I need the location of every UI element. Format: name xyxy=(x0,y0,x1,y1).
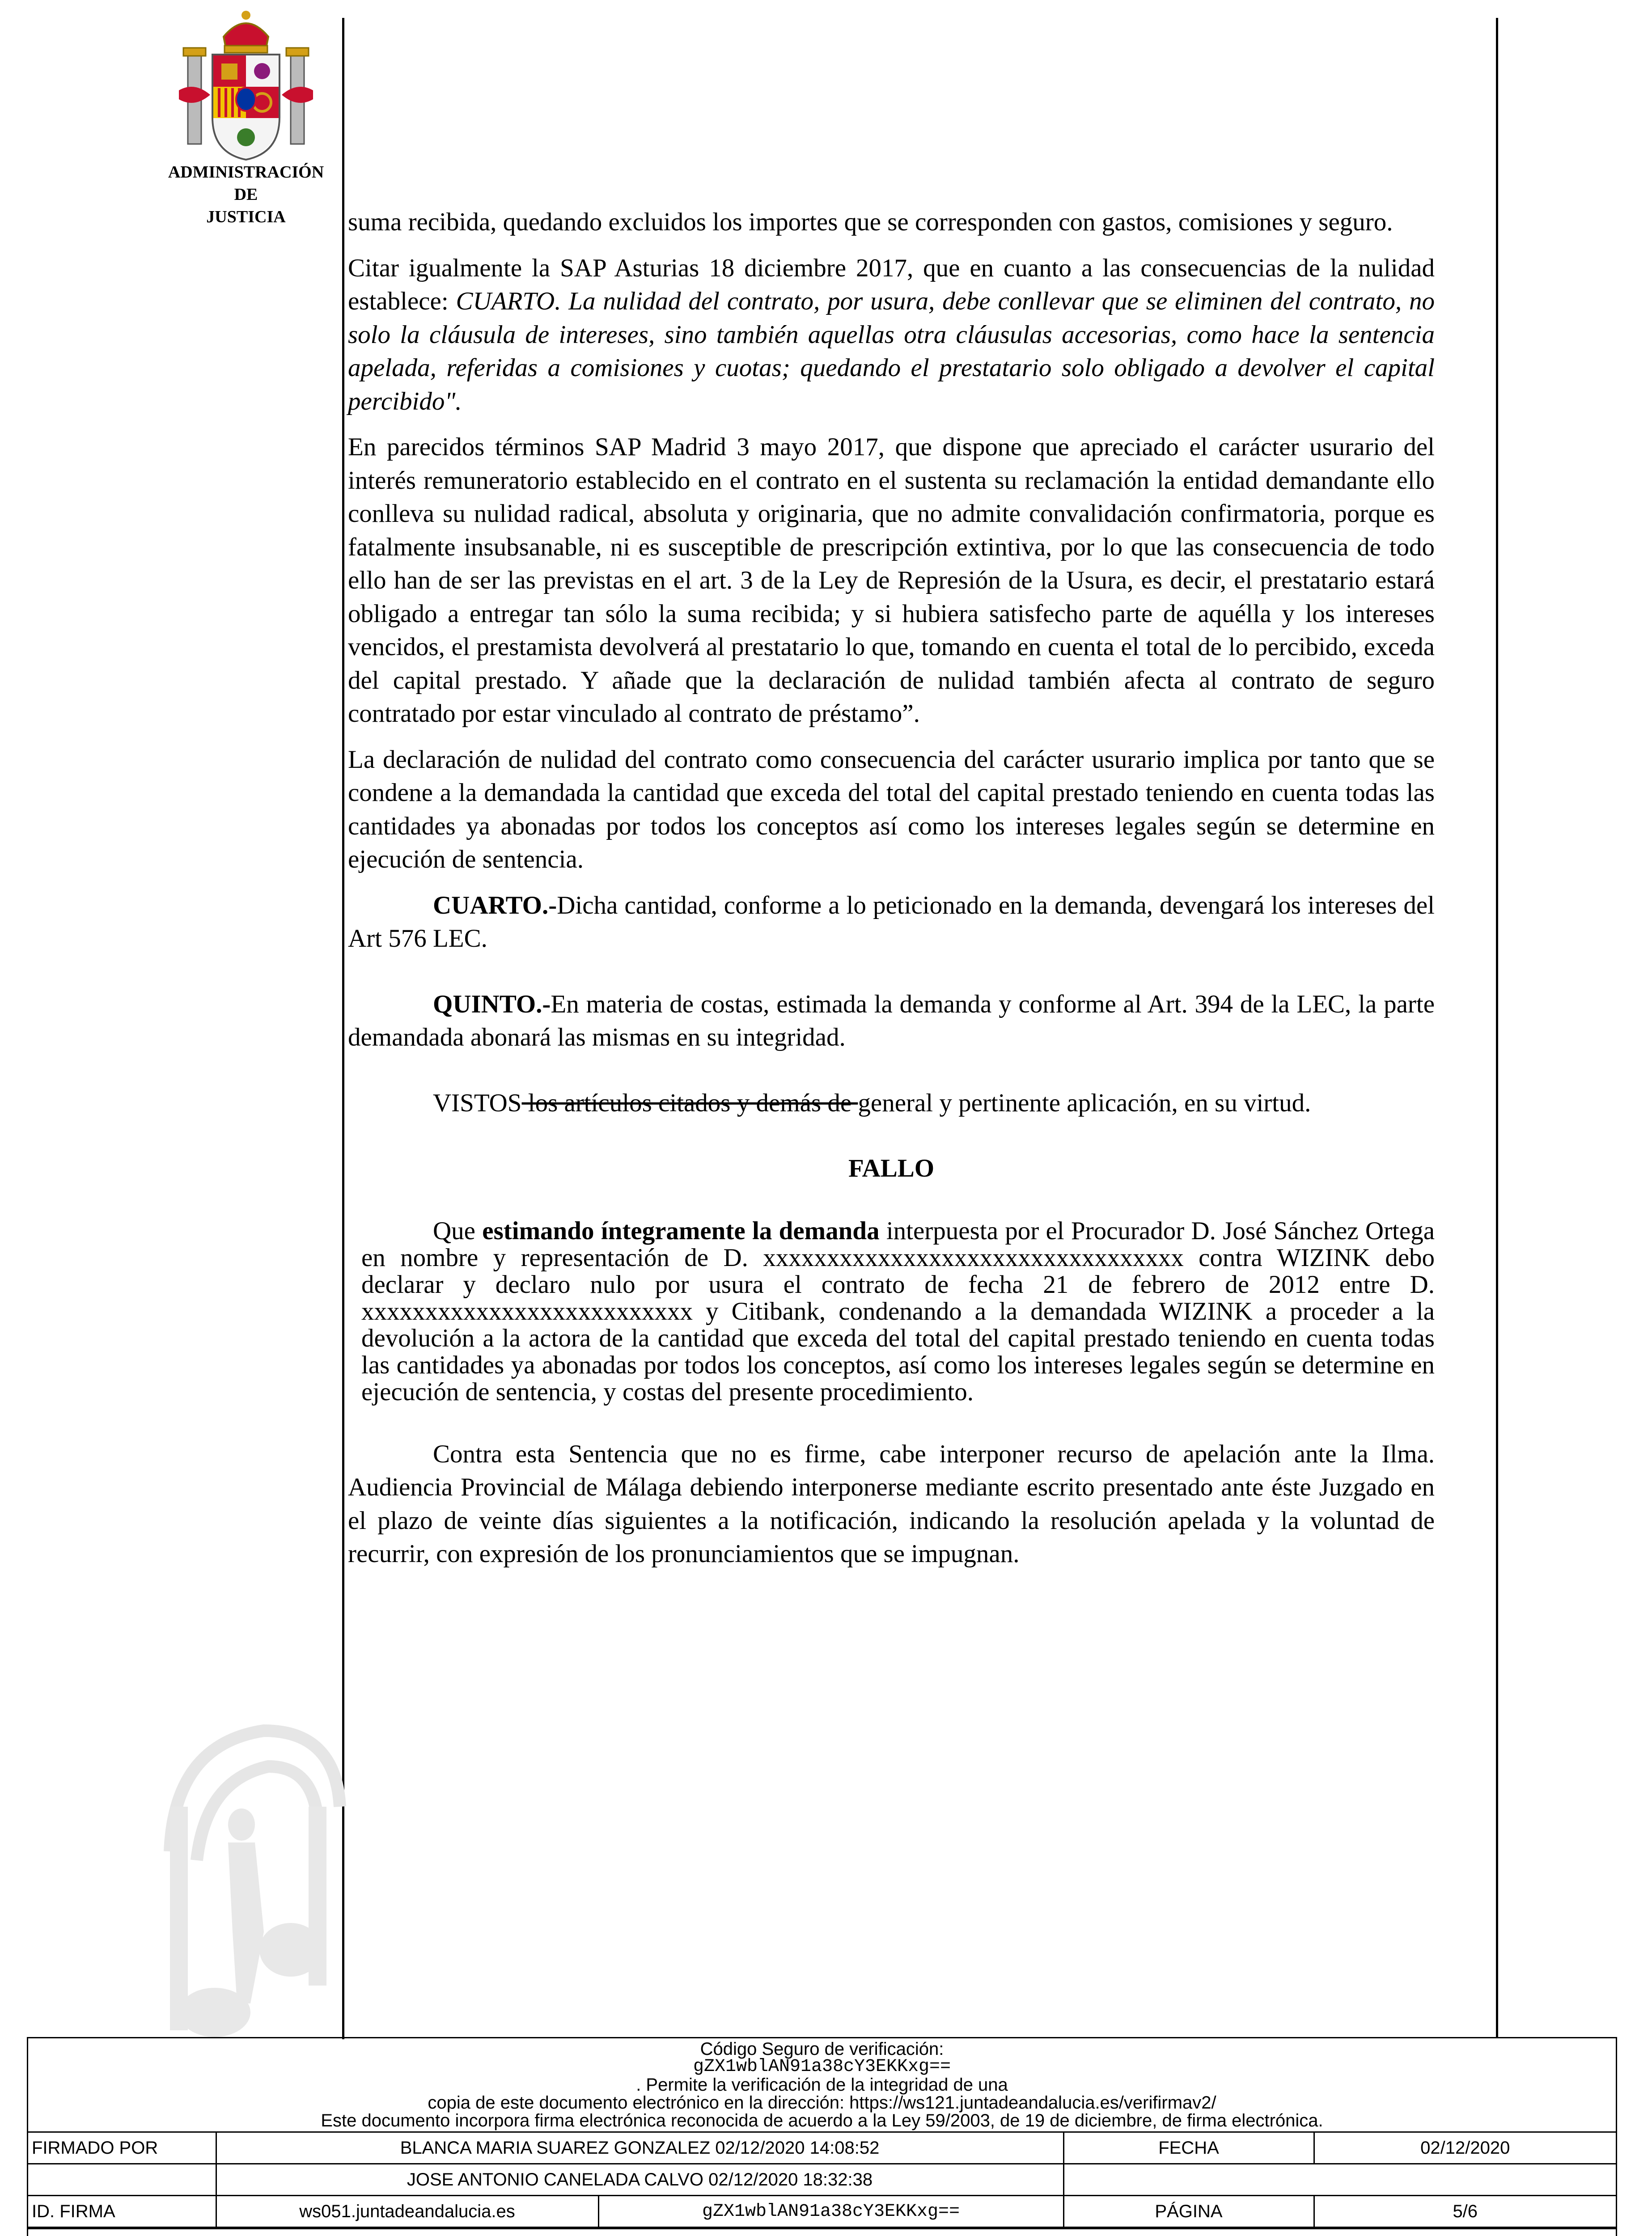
quinto-text: En materia de costas, estimada la demanda y conforme al Art. 394 de la LEC, la parte demandada abonará las mismas en su integridad. xyxy=(348,990,1435,1051)
csv-verification-note xyxy=(28,2038,1616,2133)
fecha-label: FECHA xyxy=(1063,2133,1314,2164)
signer-1: BLANCA MARIA SUAREZ GONZALEZ 02/12/2020 14:08:52 xyxy=(216,2133,1063,2164)
admin-line1: ADMINISTRACIÓN xyxy=(168,163,324,182)
paragraph-2-text: Citar igualmente la SAP Asturias 18 diciembre 2017, que en cuanto a las consecuencias de la nulidad establece: xyxy=(348,254,1435,315)
page-right-rule xyxy=(1496,18,1498,2037)
vistos-word: VISTOS xyxy=(433,1088,522,1117)
csv-code: gZX1wblAN91a38cY3EKKxg== xyxy=(693,2057,951,2077)
vistos-text: general y pertinente aplicación, en su virtud. xyxy=(858,1088,1311,1117)
id-firma-value: ws051.juntadeandalucia.es xyxy=(216,2196,598,2228)
fallo-estimando: estimando íntegramente la demanda xyxy=(482,1216,880,1245)
quinto-heading: QUINTO.- xyxy=(433,990,551,1018)
paragraph-cuarto xyxy=(348,889,1435,956)
barcode-area xyxy=(28,2228,1616,2236)
fecha-value: 02/12/2020 xyxy=(1314,2133,1616,2164)
admin-line2: DE xyxy=(234,185,258,204)
signer-row-2 xyxy=(28,2164,1616,2196)
administracion-de-justicia-label xyxy=(134,161,358,228)
csv-line2: copia de este documento electrónico en la dirección: https://ws121.juntadeandalucia.es/verifirmav2/ xyxy=(428,2093,1216,2113)
csv-line1 xyxy=(33,2040,1611,2094)
paragraph-fallo xyxy=(361,1218,1435,1406)
pagina-value: 5/6 xyxy=(1314,2196,1616,2228)
id-firma-code: gZX1wblAN91a38cY3EKKxg== xyxy=(598,2196,1063,2228)
vistos-struck-text: los artículos citados y demás de xyxy=(521,1088,858,1117)
paragraph-2 xyxy=(348,252,1435,419)
document-body xyxy=(348,206,1435,1584)
fallo-title: FALLO xyxy=(848,1154,935,1182)
signature-table xyxy=(28,2133,1616,2228)
paragraph-3: En parecidos términos SAP Madrid 3 mayo 2017, que dispone que apreciado el carácter usurario del interés remuneratorio establecido en el contrato en el sustenta su reclamación la entidad demandante ello conlleva su nulidad radical, absoluta y originaria, que no admite convalidación confirmatoria, porque es fatalmente insubsanable, ni es susceptible de prescripción extintiva, por lo que las consecuencia de todo ello han de ser las previstas en el art. 3 de la Ley de Represión de la Usura, es decir, el prestatario estará obligado a entregar tan sólo la suma recibida; y si hubiera satisfecho parte de aquélla y los intereses vencidos, el prestamista devolverá al prestatario lo que, tomando en cuenta el total de lo percibido, exceda del capital prestado. Y añade que la declaración de nulidad también afecta al contrato de seguro contratado por estar vinculado al contrato de préstamo”. xyxy=(348,433,1435,728)
cuarto-heading: CUARTO.- xyxy=(433,891,557,919)
paragraph-vistos xyxy=(326,1087,1435,1120)
spain-coat-of-arms-icon xyxy=(170,5,322,166)
fallo-text-start: Que xyxy=(433,1216,483,1245)
empty-cell xyxy=(28,2164,216,2196)
paragraph-quinto xyxy=(348,988,1435,1054)
id-row xyxy=(28,2196,1616,2228)
admin-line3: JUSTICIA xyxy=(206,208,286,226)
csv-prefix: Código Seguro de verificación: xyxy=(700,2039,944,2059)
cuarto-text: Dicha cantidad, conforme a lo peticionado en la demanda, devengará los intereses del Art 576 LEC. xyxy=(348,891,1435,953)
signer-2: JOSE ANTONIO CANELADA CALVO 02/12/2020 18:32:38 xyxy=(216,2164,1063,2196)
signature-footer xyxy=(27,2037,1617,2236)
csv-suffix: . Permite la verificación de la integridad de una xyxy=(636,2075,1008,2095)
paragraph-2-quote: CUARTO. La nulidad del contrato, por usura, debe conllevar que se eliminen del contrato, no solo la cláusula de intereses, sino también aquellas otra cláusulas accesorias, como hace la sentencia apelada, referidas a comisiones y cuotas; quedando el prestatario solo obligado a devolver el capital percibido". xyxy=(348,287,1435,415)
signer-row-1 xyxy=(28,2133,1616,2164)
andalucia-emblem-watermark-icon xyxy=(161,1717,349,2039)
paragraph-4: La declaración de nulidad del contrato como consecuencia del carácter usurario implica por tanto que se condene a la demandada la cantidad que exceda del total del capital prestado teniendo en cuenta todas las cantidades ya abonadas por todos los conceptos así como los intereses legales según se determine en ejecución de sentencia. xyxy=(348,745,1435,873)
empty-cell xyxy=(1063,2164,1616,2196)
fallo-text: interpuesta por el Procurador D. José Sánchez Ortega en nombre y representación de D. xxxxxxxxxxxxxxxxxxxxxxxxxxxxxxxxx contra WIZINK debo declarar y declaro nulo por usura el contrato de fecha 21 de febrero de 2012 entre D. xxxxxxxxxxxxxxxxxxxxxxxxxx y Citibank, condenando a la demandada WIZINK a proceder a la devolución a la actora de la cantidad que exceda del total del capital prestado teniendo en cuenta todas las cantidades ya abonadas por todos los conceptos, así como los intereses legales según se determine en ejecución de sentencia, y costas del presente procedimiento. xyxy=(361,1216,1435,1406)
pagina-label: PÁGINA xyxy=(1063,2196,1314,2228)
firmado-por-label: FIRMADO POR xyxy=(28,2133,216,2164)
id-firma-label: ID. FIRMA xyxy=(28,2196,216,2228)
paragraph-recurso: Contra esta Sentencia que no es firme, cabe interponer recurso de apelación ante la Ilma. Audiencia Provincial de Málaga debiendo interponerse mediante escrito presentado ante éste Juzgado en el plazo de veinte días siguientes a la notificación, indicando la resolución apelada y la voluntad de recurrir, con expresión de los pronunciamientos que se impugnan. xyxy=(348,1440,1435,1568)
paragraph-1: suma recibida, quedando excluidos los importes que se corresponden con gastos, comisiones y seguro. xyxy=(348,208,1393,236)
csv-line3: Este documento incorpora firma electrónica reconocida de acuerdo a la Ley 59/2003, de 19 de diciembre, de firma electrónica. xyxy=(321,2111,1323,2130)
